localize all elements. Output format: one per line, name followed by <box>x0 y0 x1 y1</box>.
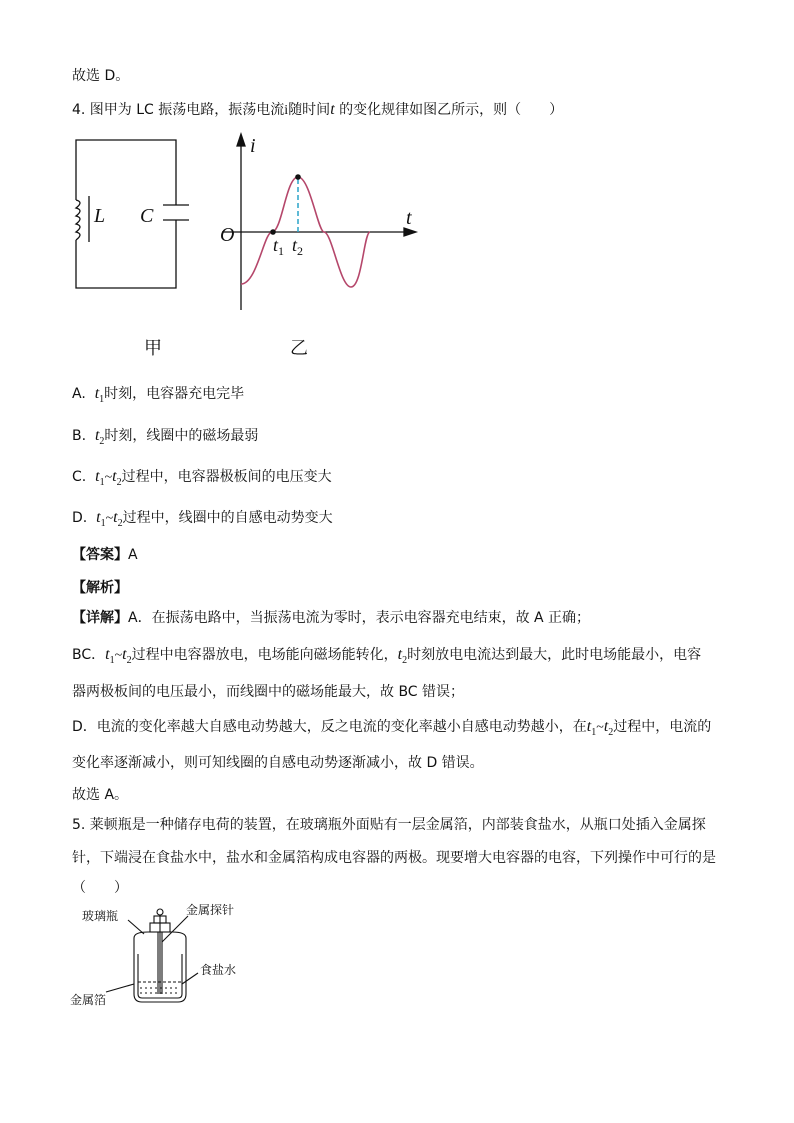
axis-t-label: t <box>406 207 412 229</box>
sub-2: 2 <box>117 517 123 529</box>
bc-text-2: 时刻放电电流达到最大，此时电场能最小，电容 <box>407 647 702 663</box>
conclusion-line: 故选 D。 <box>72 68 130 84</box>
sub-2: 2 <box>126 654 132 666</box>
option-b-label: B. <box>72 428 87 444</box>
answer-value: A <box>128 547 138 563</box>
detail-bc-line <box>72 645 701 671</box>
inductor-label: L <box>94 205 106 227</box>
origin-label: O <box>220 224 235 246</box>
sub-2: 2 <box>99 435 105 447</box>
sub-1: 1 <box>99 393 105 405</box>
t1-point <box>270 229 276 235</box>
symbol-t2: t <box>94 427 100 444</box>
q5-line-3: （ ） <box>72 880 128 896</box>
detail-line-1 <box>72 608 590 628</box>
label-metal-probe: 金属探针 <box>186 903 235 917</box>
q4-stem-part2: 随时间 <box>288 102 331 118</box>
symbol-t2: t <box>397 646 403 663</box>
symbol-t1: t <box>105 646 110 663</box>
sub-1: 1 <box>591 726 597 738</box>
tilde: ~ <box>104 470 113 485</box>
final-conclusion: 故选 A。 <box>72 787 129 803</box>
tilde: ~ <box>114 648 123 663</box>
option-a-label: A. <box>72 386 86 402</box>
option-a-text: 时刻，电容器充电完毕 <box>104 386 245 402</box>
capacitor-label: C <box>140 205 154 227</box>
figure-lc-circuit <box>70 130 220 370</box>
option-a <box>72 384 244 410</box>
option-c-text: 过程中，电容器极板间的电压变大 <box>121 469 332 485</box>
option-b-text: 时刻，线圈中的磁场最弱 <box>104 428 259 444</box>
answer-tag: 【答案】 <box>72 547 128 563</box>
option-d <box>72 508 333 534</box>
label-metal-foil: 金属箔 <box>70 993 107 1007</box>
peak-point <box>295 174 301 180</box>
d-text-2: 过程中，电流的 <box>613 719 712 735</box>
bc-prefix: BC． <box>72 647 106 663</box>
symbol-t: t <box>330 101 335 118</box>
sub-1: 1 <box>109 654 115 666</box>
symbol-t2: t <box>122 646 127 663</box>
symbol-t1: t <box>94 385 100 402</box>
detail-bc-line-2: 器两极板间的电压最小，而线圈中的磁场能最大，故 BC 错误； <box>72 684 465 700</box>
q4-stem-part3: 的变化规律如图乙所示，则（ ） <box>339 102 564 118</box>
q4-stem <box>72 100 563 121</box>
option-d-text: 过程中，线圈中的自感电动势变大 <box>122 510 333 526</box>
q5-line-1: 5. 莱顿瓶是一种储存电荷的装置，在玻璃瓶外面贴有一层金属箔，内部装食盐水，从瓶口处插入金属探 <box>72 817 706 833</box>
analysis-tag: 【解析】 <box>72 580 128 596</box>
symbol-i: i <box>284 103 289 118</box>
tilde: ~ <box>596 720 604 735</box>
option-c-label: C. <box>72 469 87 485</box>
detail-text-1: A．在振荡电路中，当振荡电流为零时，表示电容器充电结束，故 A 正确； <box>128 610 591 626</box>
figure-yi-caption: 乙 <box>290 338 308 359</box>
option-b <box>72 426 258 452</box>
answer-line <box>72 545 138 565</box>
figure-current-graph <box>212 130 422 370</box>
label-glass-bottle: 玻璃瓶 <box>82 909 119 923</box>
q4-stem-part1: 4. 图甲为 LC 振荡电路，振荡电流 <box>72 102 285 118</box>
detail-d-line <box>72 717 711 743</box>
symbol-t2: t <box>112 468 117 485</box>
symbol-t1: t <box>96 509 101 526</box>
bc-text-1: 过程中电容器放电，电场能向磁场能转化， <box>131 647 398 663</box>
sub-2: 2 <box>116 476 122 488</box>
figure-jia-caption: 甲 <box>144 338 162 359</box>
symbol-t1: t <box>95 468 100 485</box>
symbol-t2: t <box>113 509 118 526</box>
t1-label: $t_1$ <box>273 235 285 258</box>
detail-d-line-2: 变化率逐渐减小，则可知线圈的自感电动势逐渐减小，故 D 错误。 <box>72 755 484 771</box>
sub-2: 2 <box>402 654 408 666</box>
q5-line-2: 针，下端浸在食盐水中，盐水和金属箔构成电容器的两极。现要增大电容器的电容，下列操作中可行的是 <box>72 850 716 866</box>
axis-i-label: i <box>250 135 256 157</box>
sub-2: 2 <box>608 726 614 738</box>
tilde: ~ <box>105 511 114 526</box>
figure-leyden-jar <box>68 898 278 1013</box>
option-c <box>72 467 332 493</box>
symbol-t1: t <box>586 718 592 735</box>
d-text-1: D．电流的变化率越大自感电动势越大，反之电流的变化率越小自感电动势越小，在 <box>72 719 587 735</box>
sub-1: 1 <box>100 517 106 529</box>
symbol-t2: t <box>603 718 609 735</box>
detail-tag: 【详解】 <box>72 610 128 626</box>
label-salt-water: 食盐水 <box>200 963 237 977</box>
sub-1: 1 <box>99 476 105 488</box>
t2-label: $t_2$ <box>292 235 304 258</box>
option-d-label: D. <box>72 510 88 526</box>
